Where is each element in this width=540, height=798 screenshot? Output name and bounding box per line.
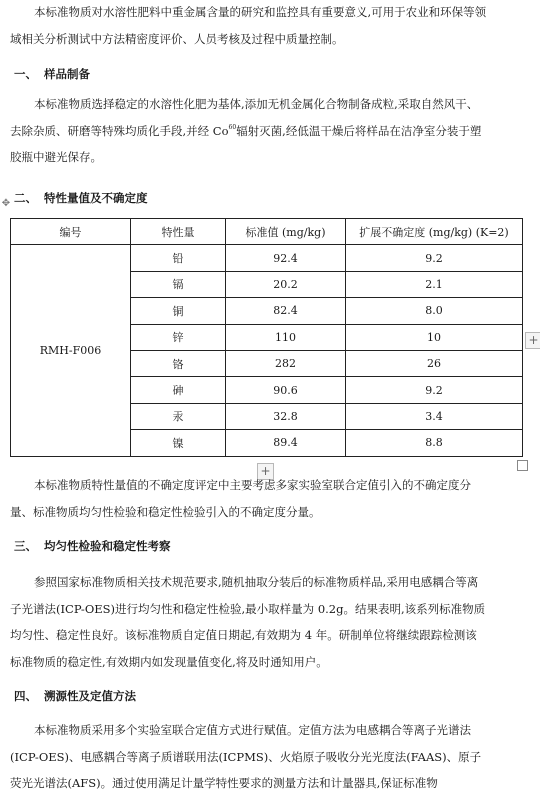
header-standard-value: 标准值 (mg/kg)	[226, 219, 346, 245]
add-row-button[interactable]: +	[257, 463, 274, 480]
section-4-paragraph: 本标准物质采用多个实验室联合定值方式进行赋值。定值方法为电感耦合等离子光谱法(ICP-OES)、电感耦合等离子质谱联用法(ICPMS)、火焰原子吸收分光光度法(FAAS)、原子荧光光谱法(AFS)。通过使用满足计量学特性要求的测量方法和计量器具,保证标准物	[10, 723, 482, 790]
element-cell: 镍	[131, 430, 226, 456]
add-column-button[interactable]: +	[525, 332, 540, 349]
section-1-title: 样品制备	[44, 67, 90, 81]
uncertainty-cell: 8.8	[346, 430, 523, 456]
section-1-number: 一、	[14, 67, 37, 81]
value-cell: 32.8	[226, 403, 346, 429]
section-3-heading	[14, 538, 171, 554]
value-cell: 282	[226, 350, 346, 376]
table-header-row	[11, 219, 523, 245]
section-1-text-after: 辐射灭菌,经低温干燥后将样品在洁净室分装于塑胶瓶中避光保存。	[10, 123, 482, 164]
cobalt-superscript: 60	[228, 123, 237, 131]
section-3-title: 均匀性检验和稳定性考察	[44, 539, 171, 553]
value-cell: 20.2	[226, 271, 346, 297]
header-id: 编号	[11, 219, 131, 245]
table-resize-handle[interactable]	[517, 460, 528, 471]
section-2-number: 二、	[14, 191, 37, 205]
sample-id-cell: RMH-F006	[11, 245, 131, 456]
element-cell: 镉	[131, 271, 226, 297]
section-4-number: 四、	[14, 689, 37, 703]
element-cell: 锌	[131, 324, 226, 350]
value-cell: 110	[226, 324, 346, 350]
element-cell: 铅	[131, 245, 226, 271]
uncertainty-cell: 9.2	[346, 377, 523, 403]
table-move-handle-icon[interactable]: ✥	[1, 198, 11, 209]
header-expanded-uncertainty: 扩展不确定度 (mg/kg) (K=2)	[346, 219, 523, 245]
uncertainty-cell: 8.0	[346, 298, 523, 324]
section-2-title: 特性量值及不确定度	[44, 191, 148, 205]
value-cell: 89.4	[226, 430, 346, 456]
element-cell: 铜	[131, 298, 226, 324]
section-3-number: 三、	[14, 539, 37, 553]
section-4-heading	[14, 688, 136, 704]
section-4-title: 溯源性及定值方法	[44, 689, 136, 703]
uncertainty-cell: 9.2	[346, 245, 523, 271]
characteristic-values-table	[10, 218, 523, 457]
value-cell: 82.4	[226, 298, 346, 324]
uncertainty-cell: 26	[346, 350, 523, 376]
uncertainty-cell: 3.4	[346, 403, 523, 429]
section-3-paragraph: 参照国家标准物质相关技术规范要求,随机抽取分装后的标准物质样品,采用电感耦合等离子光谱法(ICP-OES)进行均匀性和稳定性检验,最小取样量为 0.2g。结果表明,该系列标准物质均匀性、稳定性良好。该标准物质自定值日期起,有效期为 4 年。研制单位将继续跟踪检测该标准物质的稳定性,有效期内如发现量值变化,将及时通知用户。	[10, 575, 486, 669]
uncertainty-note-paragraph: 本标准物质特性量值的不确定度评定中主要考虑多家实验室联合定值引入的不确定度分量、标准物质均匀性检验和稳定性检验引入的不确定度分量。	[10, 478, 471, 519]
value-cell: 90.6	[226, 377, 346, 403]
section-2-heading	[14, 190, 148, 206]
section-1-text-before: 本标准物质选择稳定的水溶性化肥为基体,添加无机金属化合物制备成粒,采取自然风干、去除杂质、研磨等特殊均质化手段,并经 Co	[10, 97, 479, 138]
value-cell: 92.4	[226, 245, 346, 271]
section-1-paragraph	[10, 91, 488, 171]
header-characteristic: 特性量	[131, 219, 226, 245]
element-cell: 铬	[131, 350, 226, 376]
uncertainty-cell: 2.1	[346, 271, 523, 297]
uncertainty-cell: 10	[346, 324, 523, 350]
section-1-heading	[14, 66, 90, 82]
table-row	[11, 245, 523, 271]
element-cell: 砷	[131, 377, 226, 403]
intro-paragraph: 本标准物质对水溶性肥料中重金属含量的研究和监控具有重要意义,可用于农业和环保等领域相关分析测试中方法精密度评价、人员考核及过程中质量控制。	[10, 5, 487, 46]
element-cell: 汞	[131, 403, 226, 429]
